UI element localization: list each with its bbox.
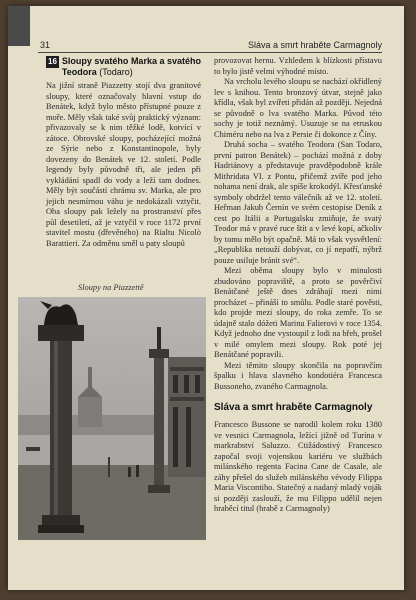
columns-photo xyxy=(18,297,206,540)
book-page xyxy=(8,6,404,590)
paragraph: Na jižní straně Piazzetty stojí dva granitové sloupy, které označovaly hlavní vstup do Benátek, když bylo město přístupné pouze z moře. Měly však také svůj praktický význam: přivazovaly se k nim těžké lodě, kotvící v zátoce. Obrovské sloupy, pocházející možná ze Sýrie nebo z Konstantinopole, byly dovezeny do Benátek ve 12. století. Podle legendy byly původně tři, ale jeden při vykládání spadl do vody a leží tam dodnes. Měly být součástí chrámu sv. Marka, ale pro jejich nesmírnou váhu je nedokázali vztyčit. Oba sloupy pak ležely na prostranství přes půl desetiletí, až je vztyčil v roce 1172 první stavitel mostu (dřevěného) na Rialtu Nicolò Barattieri. Za odměnu směl u paty sloupů xyxy=(46,81,201,248)
photo-caption: Sloupy na Piazzettě xyxy=(78,283,144,292)
subheading: Sláva a smrt hraběte Carmagnoly xyxy=(214,402,373,413)
paragraph: Francesco Bussone se narodil kolem roku 1380 ve vesnici Carmagnola, ležící jižně od Turína v markrabství Saluzzo. Ctižádostivý Francesco započal svoji vojenskou kariéru ve službách milánského regenta Facina Cane de Casale, ale záhy přešel do služeb milánského vévody Filippa Maria Viscontiho. Statečný a nadaný mladý voják si později zaslouží, že mu Filippo udělil nejen hraběcí titul (hrabě z Carmagnoly) xyxy=(214,420,382,513)
section-number-badge: 16 xyxy=(48,57,57,66)
section-title-main: Sloupy svatého Marka a svatého Teodora xyxy=(61,56,201,77)
paragraph: provozovat hernu. Vzhledem k blízkosti přístavu to bylo jistě velmi výhodné místo. xyxy=(214,56,382,76)
right-column xyxy=(214,56,382,515)
page-tab-marker xyxy=(8,6,30,46)
paragraph: Druhá socha – svatého Teodora (San Todaro, první patron Benátek) – pochází možná z doby Hadriánovy a představuje pravděpodobně krále Mithridata VI. z Pontu, přičemž zvíře pod jeho nohama není drak, ale spíše krokodýl. Křesťanské symboly obdržel tento válečník až ve 12. století. Heřman Jakub Černín ve svém cestopise Deník z cest po Itálii a Portugalsku zmiňuje, že svatý Teodor má v pravé ruce štít a v levé kopí, ačkoliv by tomu mělo být opačně. Má to však vysvětlení: „Republika netouží dobývat, co jí nepatří, nýbrž pouze usiluje bránit své“. xyxy=(214,140,382,265)
piazzetta-columns-illustration xyxy=(18,297,206,540)
page-number: 31 xyxy=(40,40,51,50)
section-heading xyxy=(46,56,201,77)
section-title-sub: (Todaro) xyxy=(99,66,133,77)
paragraph: Na vrcholu levého sloupu se nachází okřídlený lev s knihou. Tento bronzový útvar, stejně jako křídla, však byl zvířeti přidán až později. Nejedná se původně o lva svatého Marka. Původ této sochy je totiž neznámý. Usuzuje se na etruskou Chiméru nebo na lva z Persie či dokonce z Číny. xyxy=(214,77,382,139)
running-header xyxy=(38,39,382,53)
paragraph: Mezi oběma sloupy bylo v minulosti zbudováno popraviště, a proto se pověrčiví Benátčané ještě dnes zdráhají mezi nimi procházet – přináší to smůlu. Podle staré pověsti, kdo projde mezi sloupy, do roka zemře. To se údajně stalo dóžeti Marinu Falierovi v roce 1354. Když jednoho dne vystoupil z lodi na břeh, prošel v milé omylem mezi sloupy. Rok poté jej Benátčané popravili. xyxy=(214,266,382,359)
left-column xyxy=(46,56,201,249)
header-rule xyxy=(38,52,382,53)
section-title xyxy=(62,56,201,77)
paragraph: Mezi těmito sloupy skončila na popravčím špalku i hlava slavného kondotiéra Francesca Bussoneho, zvaného Carmagnola. xyxy=(214,360,382,391)
running-title: Slávа a smrt hraběte Carmagnoly xyxy=(247,40,382,50)
